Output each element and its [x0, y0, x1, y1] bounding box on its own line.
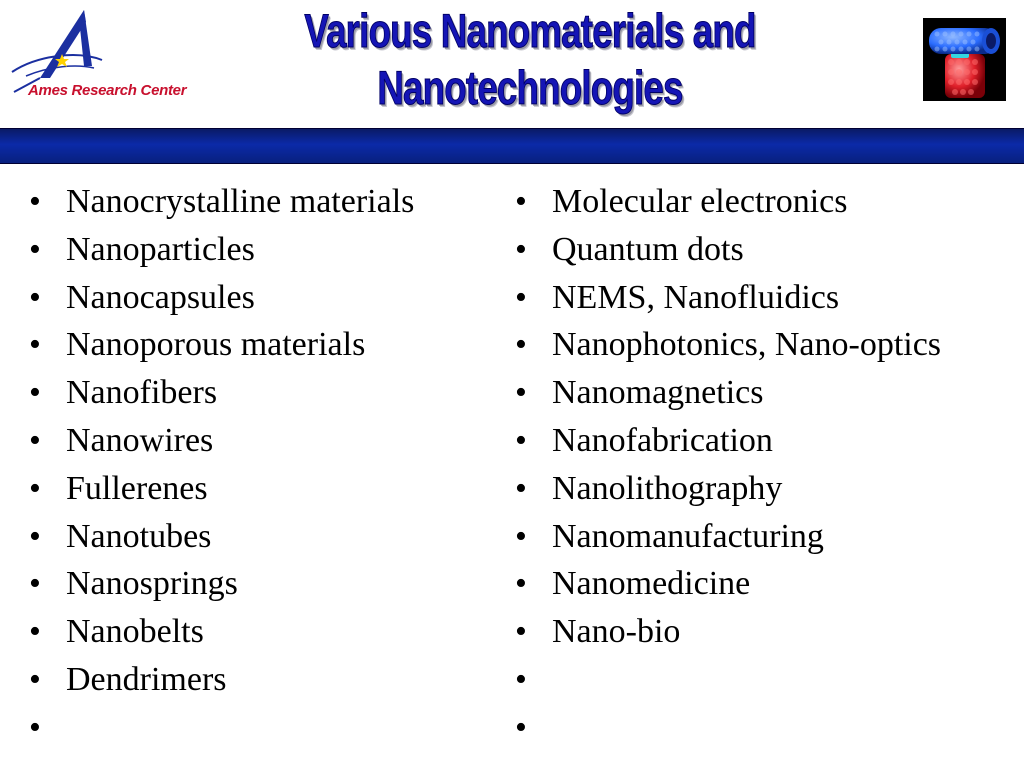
list-item-text: Nano-bio [552, 613, 681, 651]
bullet-icon: • [515, 660, 527, 698]
list-item-text: Nanocrystalline materials [66, 183, 415, 220]
title-line-2: Nanotechnologies [377, 61, 683, 114]
bullet-icon: • [29, 326, 41, 364]
list-item-text: Fullerenes [66, 469, 208, 507]
bullet-icon: • [29, 565, 41, 603]
list-item-text: Nanofabrication [552, 421, 773, 459]
list-item-text: Nanosprings [66, 565, 238, 603]
list-item-text: Nanolithography [552, 469, 783, 507]
bullet-icon: • [515, 469, 527, 507]
bullet-icon: • [29, 183, 41, 220]
list-item-text: Dendrimers [66, 660, 227, 698]
list-item-text: Nanomedicine [552, 565, 751, 603]
bullet-icon: • [515, 421, 527, 459]
list-item-text: Nanophotonics, Nano-optics [552, 326, 942, 364]
bullet-icon: • [29, 469, 41, 507]
list-item-text: Nanotubes [66, 517, 212, 555]
logo-text: Ames Research Center [28, 82, 187, 99]
bullet-icon: • [515, 708, 527, 746]
bullet-icon: • [515, 326, 527, 364]
list-item-text: Nanoparticles [66, 230, 255, 268]
bullet-icon: • [29, 230, 41, 268]
header-band [0, 128, 1024, 164]
bullet-icon: • [29, 660, 41, 698]
list-item-text: Nanocapsules [66, 278, 255, 316]
list-item-text: Nanoporous materials [66, 326, 366, 364]
list-item-text: Quantum dots [552, 230, 744, 268]
bullet-icon: • [515, 565, 527, 603]
bullet-icon: • [29, 421, 41, 459]
list-item-text: Nanofibers [66, 374, 218, 412]
bullet-icon: • [515, 230, 527, 268]
bullet-icon: • [515, 374, 527, 412]
list-item-text: Nanomagnetics [552, 374, 764, 412]
bullet-icon: • [29, 374, 41, 412]
list-item-text: Molecular electronics [552, 183, 848, 220]
bullet-icon: • [29, 278, 41, 316]
bullet-icon: • [29, 708, 41, 746]
list-item-text: Nanowires [66, 421, 214, 459]
title-line-1: Various Nanomaterials and [304, 4, 756, 57]
bullet-icon: • [29, 517, 41, 555]
bullet-icon: • [515, 183, 527, 220]
slide-title [288, 2, 772, 116]
bullet-icon: • [29, 613, 41, 651]
ames-logo [6, 6, 196, 106]
bullet-icon: • [515, 278, 527, 316]
list-item-text: NEMS, Nanofluidics [552, 278, 840, 316]
bullet-icon: • [515, 517, 527, 555]
nanotube-icon [923, 18, 1006, 101]
list-item-text: Nanobelts [66, 613, 204, 651]
bullet-icon: • [515, 613, 527, 651]
nanotube-image [923, 18, 1006, 101]
list-item-text: Nanomanufacturing [552, 517, 824, 555]
